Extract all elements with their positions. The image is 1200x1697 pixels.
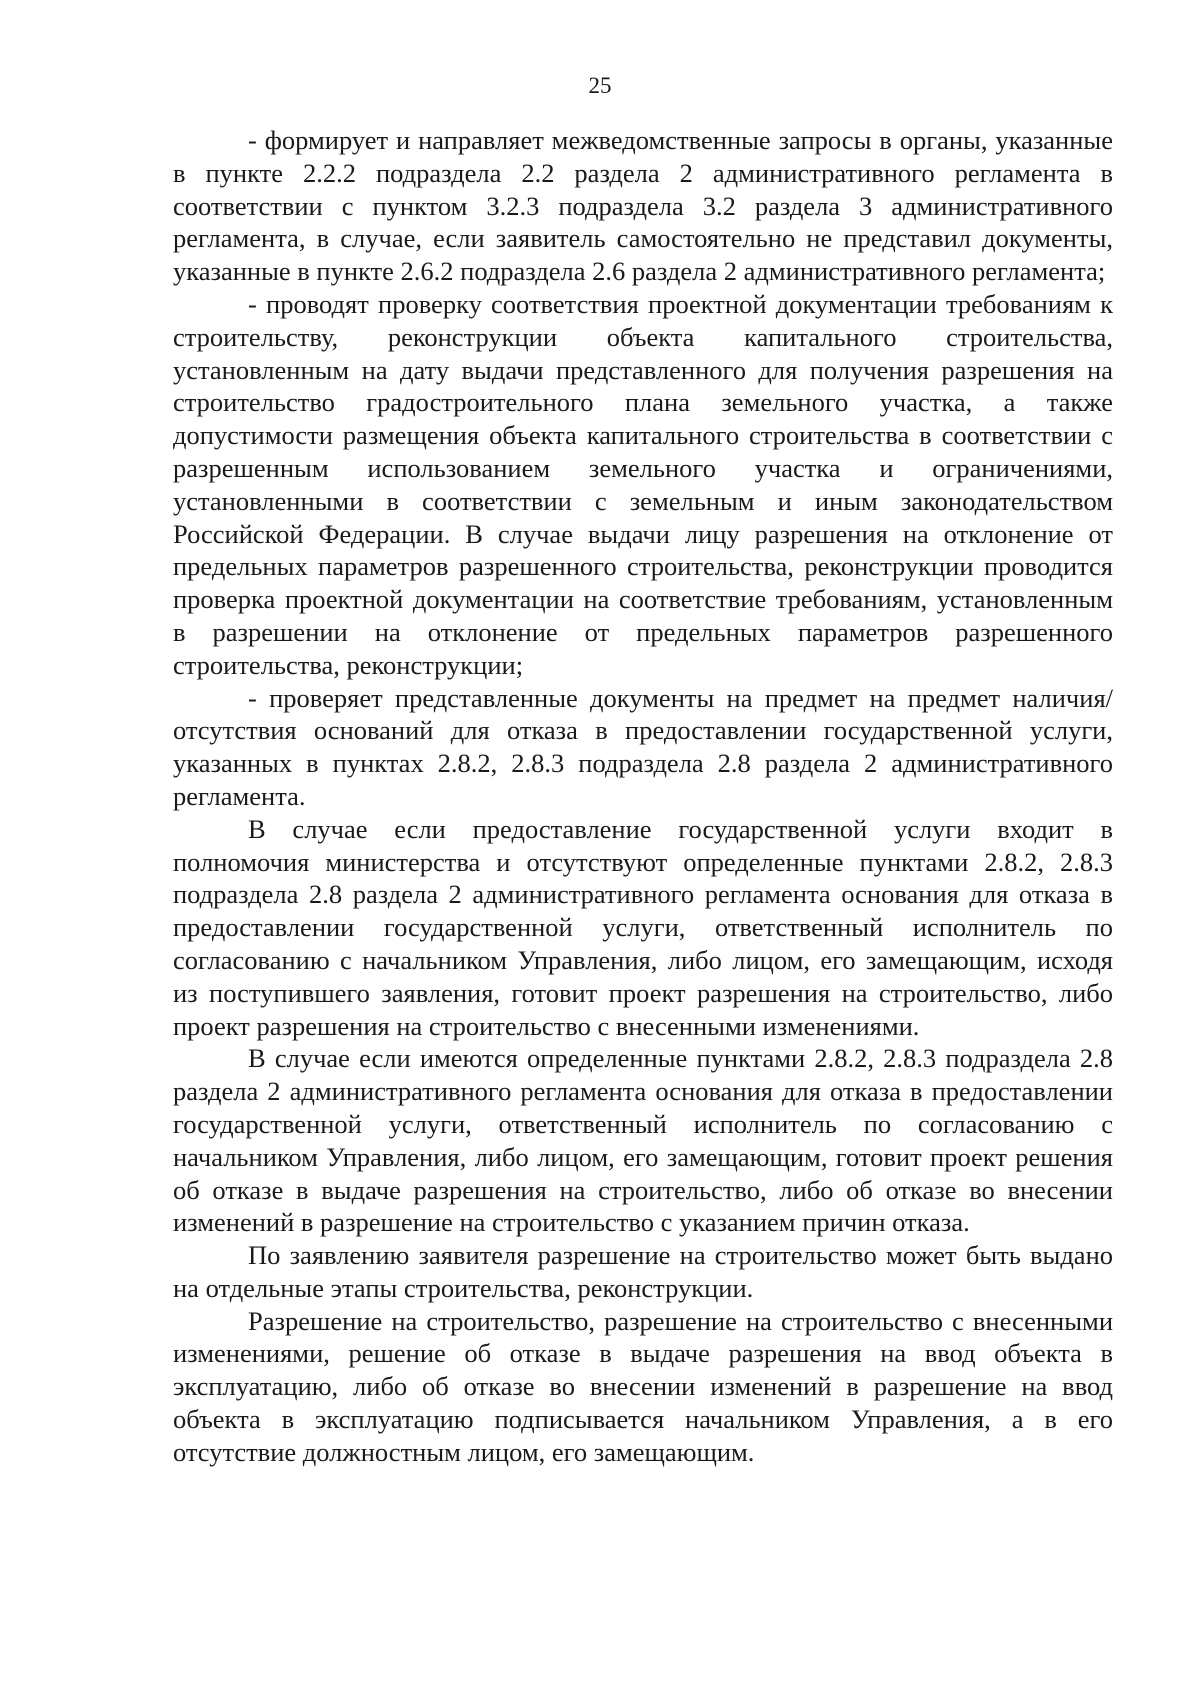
paragraph-refusal-preparation: В случае если имеются определенные пунктами 2.8.2, 2.8.3 подраздела 2.8 раздела 2 административного регламента основания для отказа в предоставлении государственной услуги, ответственный исполнитель по согласованию с начальником Управления, либо лицом, его замещающим, готовит проект решения об отказе в выдаче разрешения на строительство, либо об отказе во внесении изменений в разрешение на строительство с указанием причин отказа.	[173, 1043, 1113, 1238]
page-number: 25	[588, 73, 612, 98]
paragraph-stage-permit: По заявлению заявителя разрешение на строительство может быть выдано на отдельные этапы строительства, реконструкции.	[173, 1240, 1113, 1303]
paragraph-document-check: - проверяет представленные документы на предмет на предмет наличия/отсутствия оснований для отказа в предоставлении государственной услуги, указанных в пунктах 2.8.2, 2.8.3 подраздела 2.8 раздела 2 административного регламента.	[173, 682, 1113, 811]
paragraph-design-check: - проводят проверку соответствия проектной документации требованиям к строительству, реконструкции объекта капитального строительства, установленным на дату выдачи представленного для получения разрешения на строительство градостроительного плана земельного участка, а также допустимости размещения объекта капитального строительства в соответствии с разрешенным использованием земельного участка и ограничениями, установленными в соответствии с земельным и иным законодательством Российской Федерации. В случае выдачи лицу разрешения на отклонение от предельных параметров разрешенного строительства, реконструкции проводится проверка проектной документации на соответствие требованиям, установленным в разрешении на отклонение от предельных параметров разрешенного строительства, реконструкции;	[173, 288, 1113, 680]
paragraph-interagency-requests: - формирует и направляет межведомственные запросы в органы, указанные в пункте 2.2.2 подраздела 2.2 раздела 2 административного регламента в соответствии с пунктом 3.2.3 подраздела 3.2 раздела 3 административного регламента, в случае, если заявитель самостоятельно не представил документы, указанные в пункте 2.6.2 подраздела 2.6 раздела 2 административного регламента;	[173, 125, 1113, 287]
body-text	[173, 124, 1113, 1469]
paragraph-permit-preparation: В случае если предоставление государственной услуги входит в полномочия министерства и отсутствуют определенные пунктами 2.8.2, 2.8.3 подраздела 2.8 раздела 2 административного регламента основания для отказа в предоставлении государственной услуги, ответственный исполнитель по согласованию с начальником Управления, либо лицом, его замещающим, исходя из поступившего заявления, готовит проект разрешения на строительство, либо проект разрешения на строительство с внесенными изменениями.	[173, 813, 1113, 1041]
paragraph-signing: Разрешение на строительство, разрешение на строительство с внесенными изменениями, решение об отказе в выдаче разрешения на ввод объекта в эксплуатацию, либо об отказе во внесении изменений в разрешение на ввод объекта в эксплуатацию подписывается начальником Управления, а в его отсутствие должностным лицом, его замещающим.	[173, 1305, 1113, 1467]
